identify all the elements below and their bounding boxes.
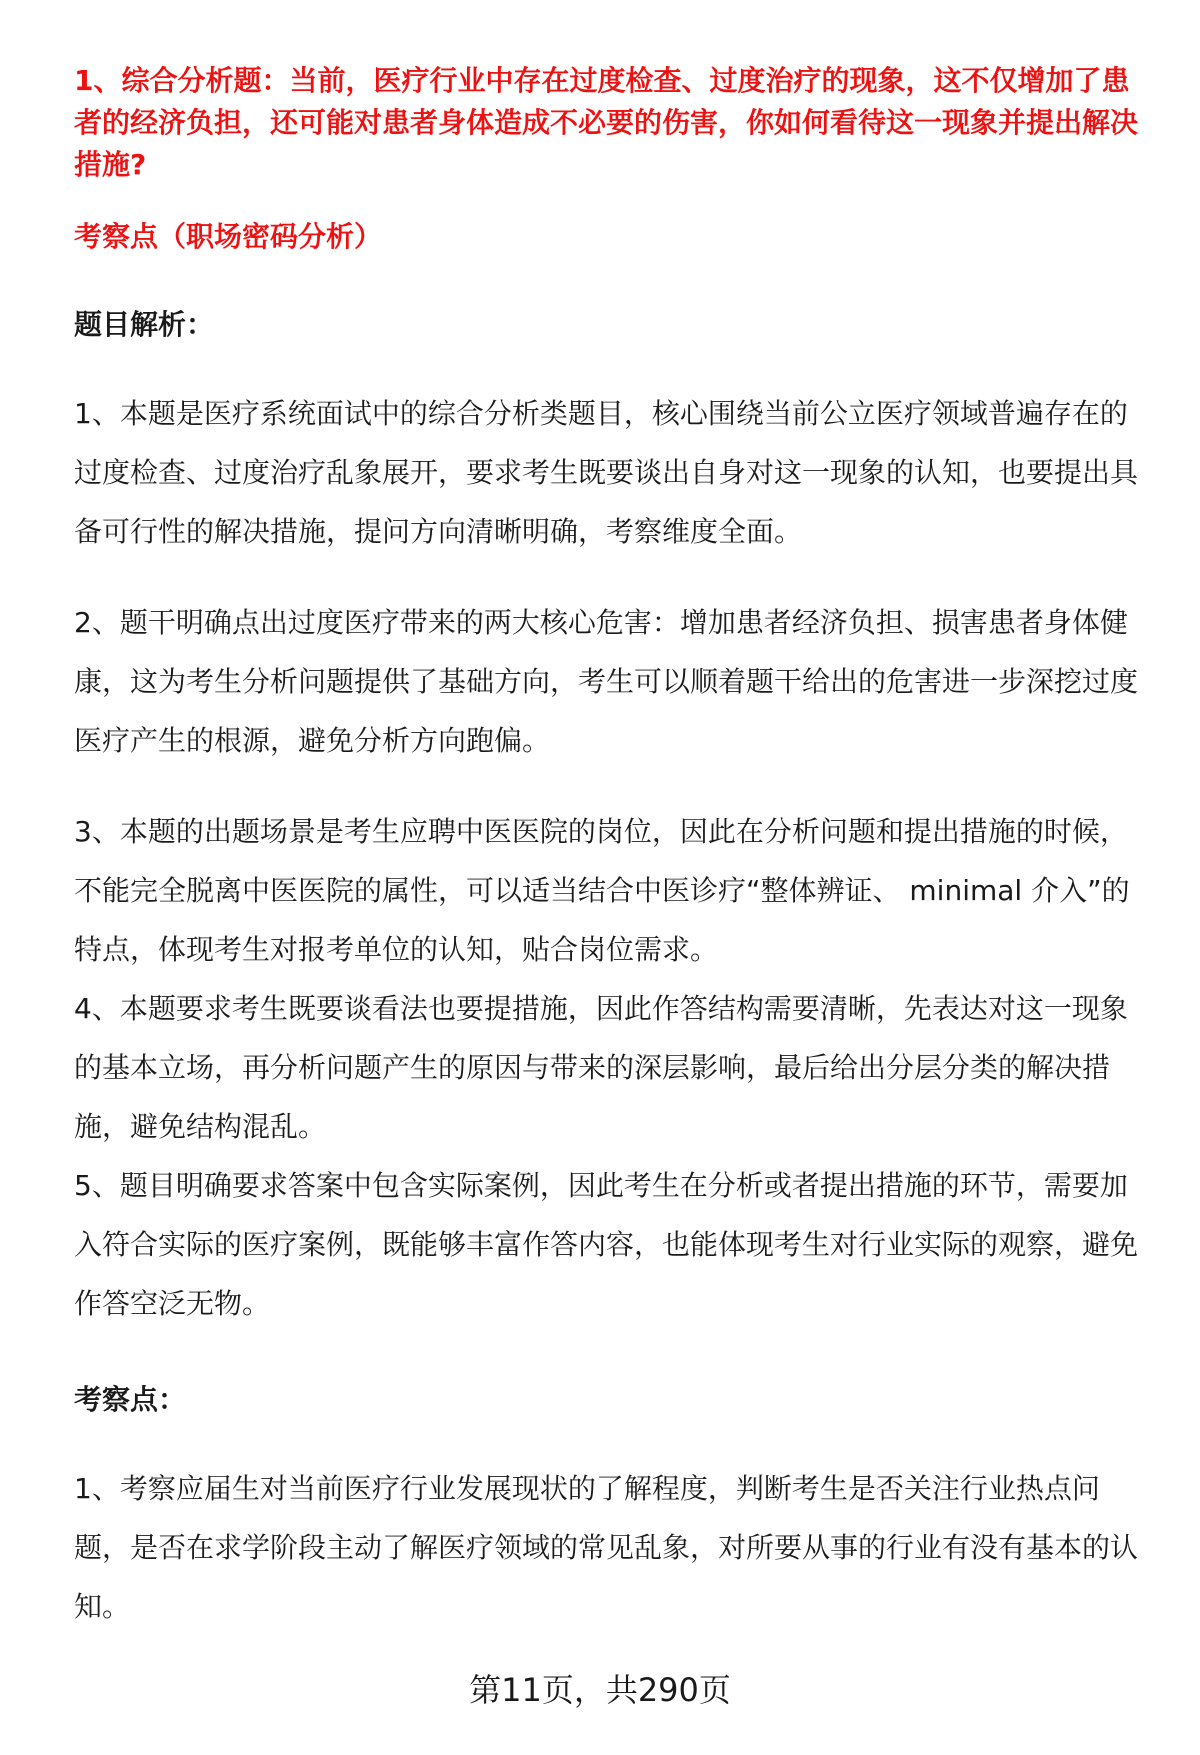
analysis-item-4: 4、本题要求考生既要谈看法也要提措施，因此作答结构需要清晰，先表达对这一现象的基本立场，再分析问题产生的原因与带来的深层影响，最后给出分层分类的解决措施，避免结构混乱。 (74, 992, 1128, 1143)
analysis-item-1: 1、本题是医疗系统面试中的综合分析类题目，核心围绕当前公立医疗领域普遍存在的过度检查、过度治疗乱象展开，要求考生既要谈出自身对这一现象的认知，也要提出具备可行性的解决措施，提问方向清晰明确，考察维度全面。 (74, 397, 1139, 548)
exam-points-heading: 考察点： (74, 1383, 187, 1416)
analysis-heading: 题目解析： (74, 308, 215, 341)
exam-points-list (74, 1459, 1146, 1636)
analysis-item-3: 3、本题的出题场景是考生应聘中医医院的岗位，因此在分析问题和提出措施的时候，不能完全脱离中医医院的属性，可以适当结合中医诊疗“整体辨证、 minimal 介入”的特点，体现考生对报考单位的认知，贴合岗位需求。 (74, 815, 1130, 966)
document-page (74, 60, 1146, 1636)
question-text: 1、综合分析题：当前，医疗行业中存在过度检查、过度治疗的现象，这不仅增加了患者的经济负担，还可能对患者身体造成不必要的伤害，你如何看待这一现象并提出解决措施? (74, 64, 1139, 181)
exam-point-item-1: 1、考察应届生对当前医疗行业发展现状的了解程度，判断考生是否关注行业热点问题，是否在求学阶段主动了解医疗领域的常见乱象，对所要从事的行业有没有基本的认知。 (74, 1472, 1139, 1623)
analysis-item-5: 5、题目明确要求答案中包含实际案例，因此考生在分析或者提出措施的环节，需要加入符合实际的医疗案例，既能够丰富作答内容，也能体现考生对行业实际的观察，避免作答空泛无物。 (74, 1169, 1139, 1320)
exam-point-title: 考察点（职场密码分析） (74, 220, 383, 253)
page-number: 第11页，共290页 (469, 1671, 731, 1709)
analysis-item-2: 2、题干明确点出过度医疗带来的两大核心危害：增加患者经济负担、损害患者身体健康，这为考生分析问题提供了基础方向，考生可以顺着题干给出的危害进一步深挖过度医疗产生的根源，避免分析方向跑偏。 (74, 606, 1139, 757)
analysis-list (74, 384, 1146, 1333)
